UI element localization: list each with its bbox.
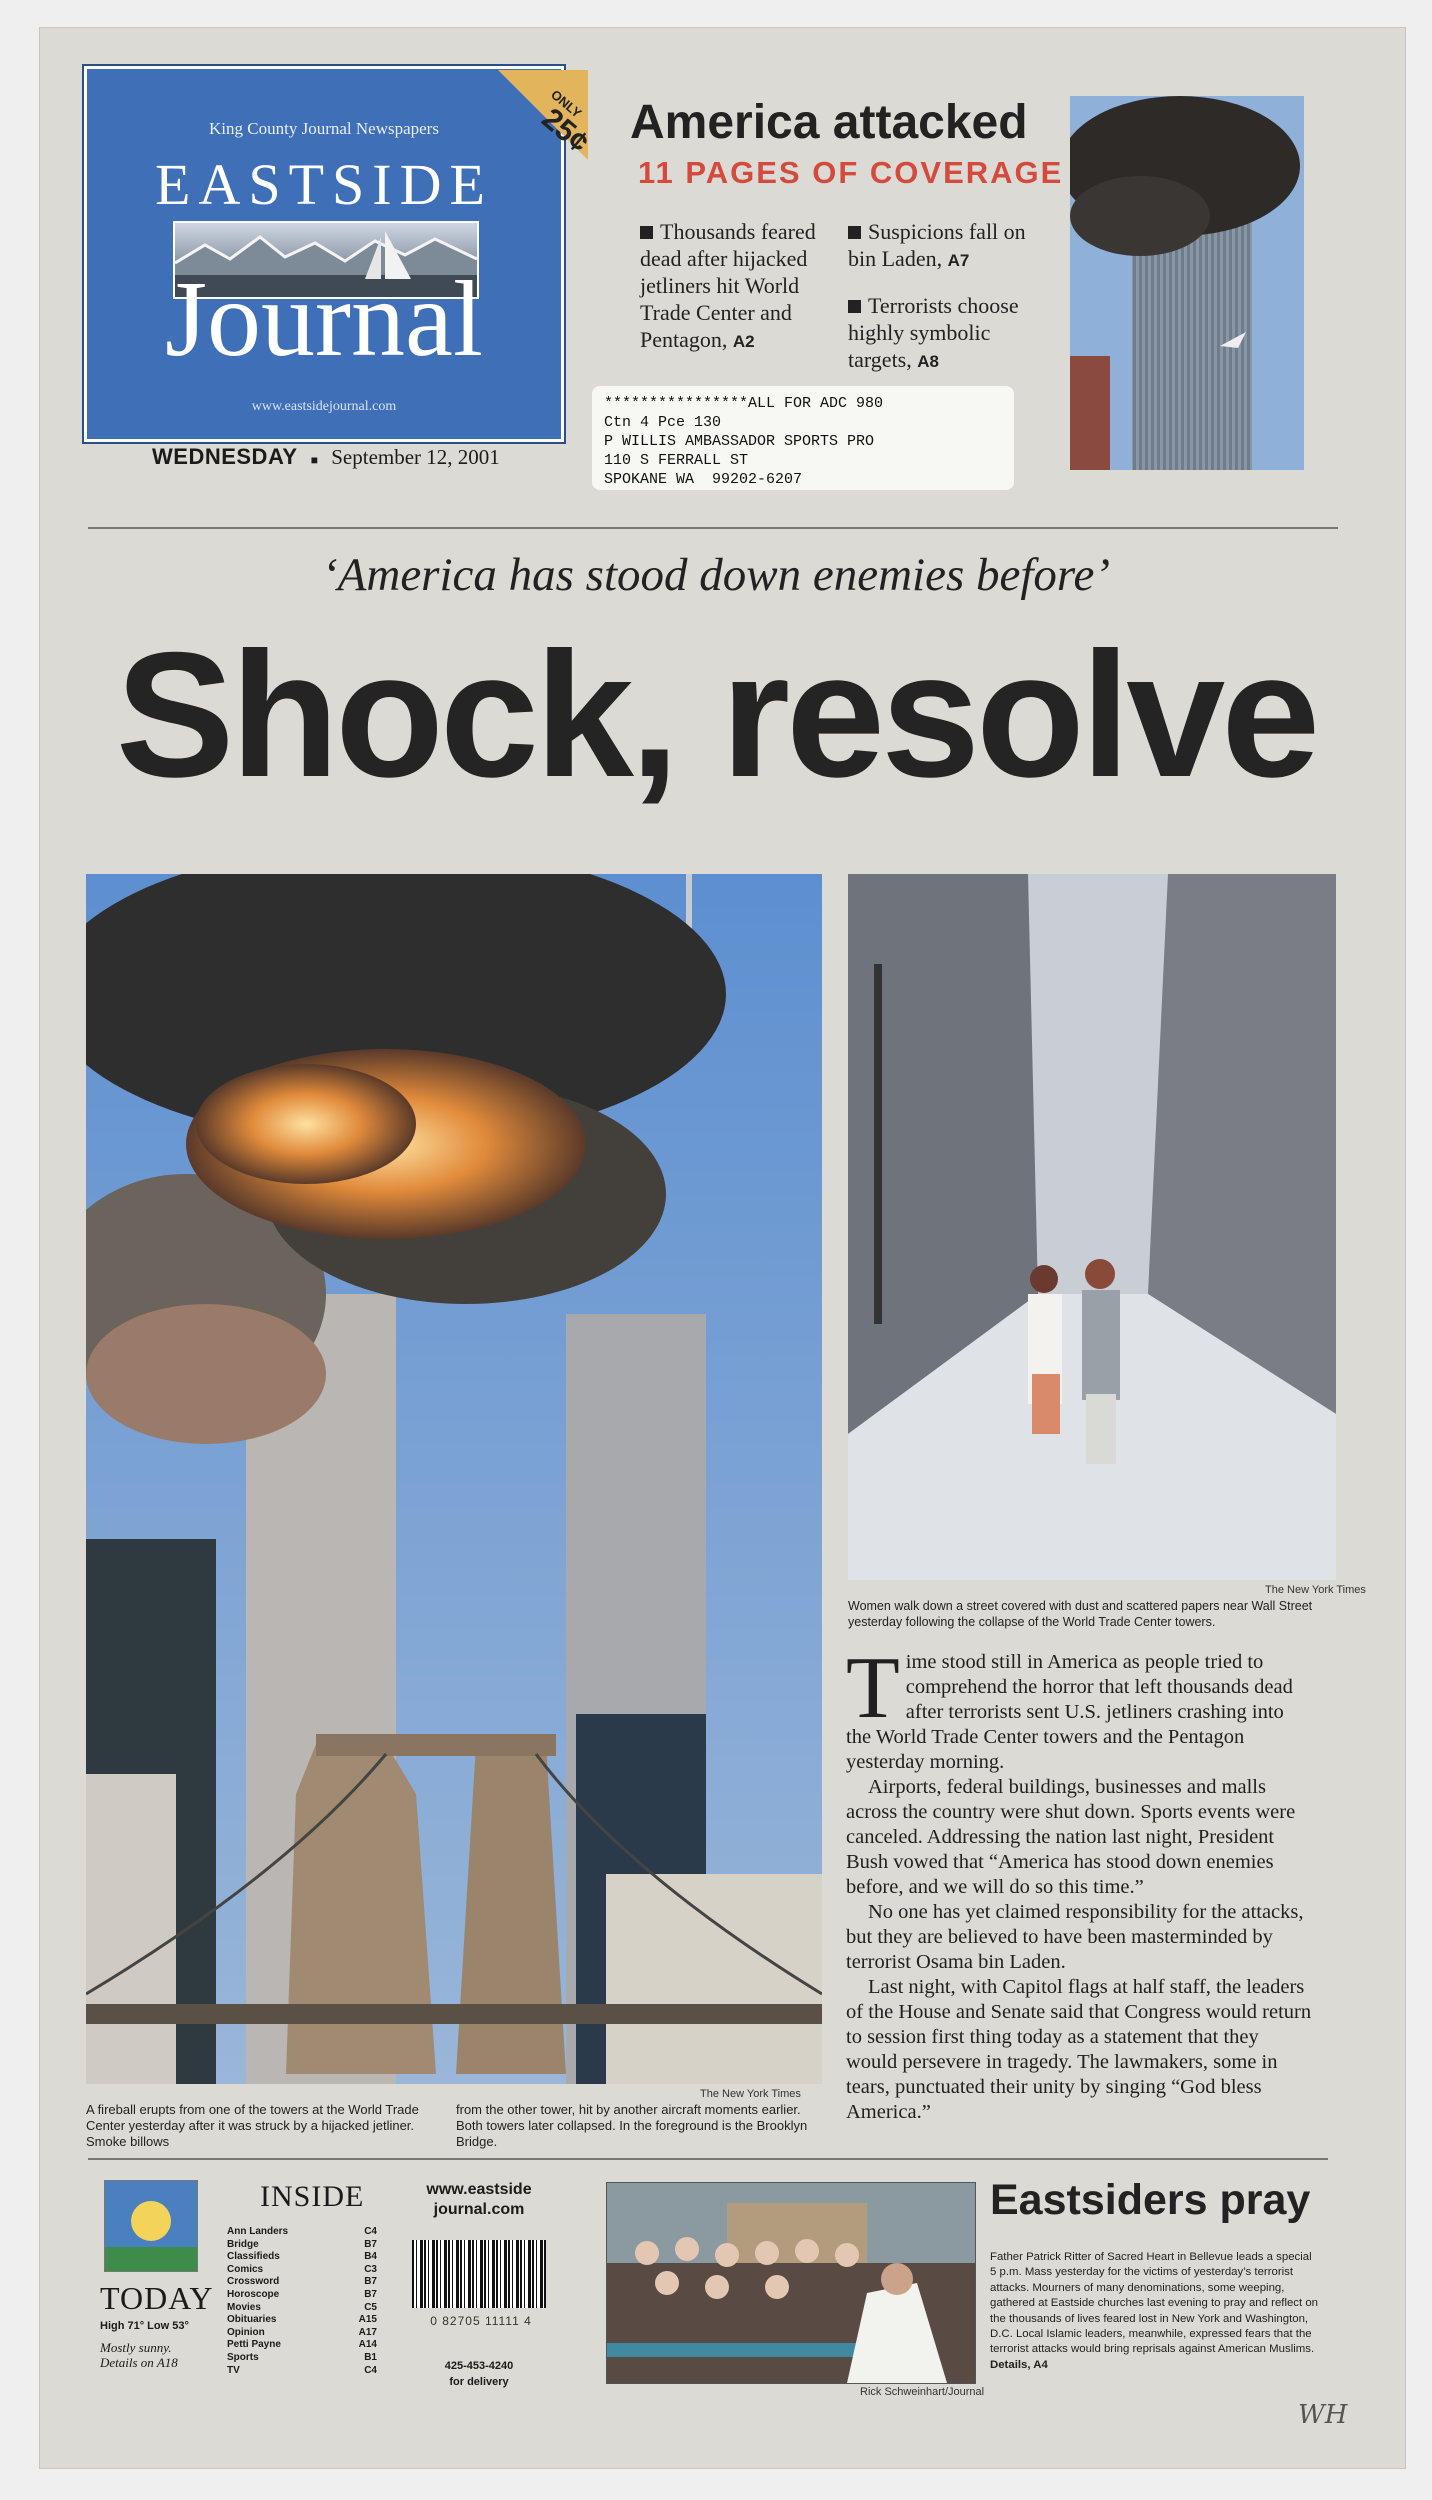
photo-credit-left: The New York Times bbox=[700, 2088, 801, 2100]
pray-details: Details, A4 bbox=[990, 2358, 1048, 2371]
delivery-phone bbox=[414, 2358, 544, 2390]
label-line: 110 S FERRALL ST bbox=[604, 452, 749, 469]
teaser-bullet-page: A8 bbox=[917, 352, 939, 371]
weather-details: Details on A18 bbox=[100, 2355, 178, 2370]
article-paragraph: Last night, with Capitol flags at half staff, the leaders of the House and Senate said that Congress would return to session first thing today as a statement that they would persevere in tragedy. The lawmakers, some in tears, punctuated their unity by singing “God bless America.” bbox=[846, 1976, 1312, 2123]
weather-desc bbox=[100, 2340, 220, 2370]
bullet-square-icon bbox=[848, 226, 861, 239]
index-item: TV C4 bbox=[227, 2364, 377, 2376]
website-promo: www.eastside journal.com bbox=[426, 2181, 532, 2218]
kicker: ‘America has stood down enemies before’ bbox=[322, 549, 1110, 601]
price-only: ONLY bbox=[548, 86, 585, 121]
dateline-square-icon: ■ bbox=[310, 453, 318, 467]
headline: Shock, resolve bbox=[115, 615, 1317, 814]
caption-right: Women walk down a street covered with dust and scattered papers near Wall Street yesterday following the collapse of the World Trade Center towers. bbox=[848, 1599, 1313, 1629]
index-item: Movies C5 bbox=[227, 2301, 377, 2313]
label-line: SPOKANE WA 99202-6207 bbox=[604, 471, 803, 488]
teaser-title: America attacked bbox=[630, 96, 1028, 149]
teaser-bullet-text: Terrorists choose highly symbolic targets, bbox=[848, 293, 1019, 372]
barcode-digits: 0 82705 11111 4 bbox=[430, 2314, 532, 2328]
phone-note: for delivery bbox=[449, 2376, 509, 2388]
dateline-day: WEDNESDAY bbox=[152, 444, 298, 469]
bullet-square-icon bbox=[640, 226, 653, 239]
index-item: Opinion A17 bbox=[227, 2326, 377, 2338]
teaser-bullet-text: Suspicions fall on bin Laden, bbox=[848, 219, 1026, 271]
divider bbox=[88, 527, 1338, 529]
inside-title: INSIDE bbox=[260, 2180, 365, 2213]
article-paragraph: No one has yet claimed responsibility for the attacks, but they are believed to have been masterminded by terrorist Osama bin Laden. bbox=[846, 1901, 1304, 1973]
label-line: Ctn 4 Pce 130 bbox=[604, 414, 722, 431]
teaser-bullet-page: A7 bbox=[947, 251, 970, 270]
weather-title: TODAY bbox=[100, 2280, 214, 2316]
inside-index bbox=[227, 2226, 377, 2377]
teaser-bullet-right-2 bbox=[848, 292, 1048, 375]
index-item: Crossword B7 bbox=[227, 2276, 377, 2288]
index-item: Ann Landers C4 bbox=[227, 2226, 377, 2237]
article-body bbox=[846, 1640, 1312, 2125]
barcode bbox=[412, 2240, 546, 2308]
main-photo-fireball bbox=[86, 874, 822, 2084]
caption-left-b: from the other tower, hit by another aircraft moments earlier. Both towers later collapsed. In the foreground is the Brooklyn Bridge. bbox=[456, 2102, 808, 2149]
index-item: Comics C3 bbox=[227, 2263, 377, 2275]
photo-women-street bbox=[848, 874, 1336, 1580]
bullet-square-icon bbox=[848, 300, 861, 313]
drop-cap: T bbox=[846, 1640, 900, 1737]
photo-credit-right: The New York Times bbox=[1265, 1584, 1366, 1596]
teaser-bullet-page: A2 bbox=[732, 332, 755, 351]
index-item: Obituaries A15 bbox=[227, 2314, 377, 2326]
teaser-bullet-text: Thousands feared dead after hijacked jetliners hit World Trade Center and Pentagon, bbox=[640, 219, 816, 352]
index-item: Petti Payne A14 bbox=[227, 2339, 377, 2351]
mailing-label bbox=[592, 386, 1014, 490]
pray-text bbox=[990, 2250, 1320, 2373]
phone-number: 425-453-4240 bbox=[444, 2360, 514, 2372]
handwritten-initials: WH bbox=[1298, 2400, 1348, 2430]
article-paragraph: ime stood still in America as people tried to comprehend the horror that left thousands dead after terrorists sent U.S. jetliners crashing into the World Trade Center towers and the Pentagon yesterday morning. bbox=[846, 1651, 1293, 1773]
pray-photo bbox=[606, 2182, 976, 2384]
teaser-photo-tower bbox=[1070, 96, 1304, 470]
weather-temps: High 71° Low 53° bbox=[100, 2320, 189, 2332]
pray-photo-credit: Rick Schweinhart/Journal bbox=[860, 2386, 985, 2398]
index-item: Sports B1 bbox=[227, 2351, 377, 2363]
masthead-eastside: EASTSIDE bbox=[155, 152, 493, 217]
article-paragraph: Airports, federal buildings, businesses and malls across the country were shut down. Sports events were canceled. Addressing the nation last night, President Bush vowed that “America has stood down enemies before, and we will do so this time.” bbox=[846, 1776, 1296, 1898]
label-line: ****************ALL FOR ADC 980 bbox=[604, 395, 884, 412]
weather-desc-text: Mostly sunny. bbox=[100, 2340, 172, 2355]
caption-left-a: A fireball erupts from one of the towers at the World Trade Center yesterday after it was struck by a hijacked jetliner. Smoke billows bbox=[86, 2102, 419, 2149]
index-item: Classifieds B4 bbox=[227, 2251, 377, 2263]
divider bbox=[88, 2158, 1328, 2160]
index-item: Horoscope B7 bbox=[227, 2288, 377, 2300]
price-badge bbox=[478, 70, 588, 180]
publisher-line: King County Journal Newspapers bbox=[209, 119, 439, 138]
teaser-subtitle: 11 PAGES OF COVERAGE bbox=[638, 155, 1064, 190]
pray-headline: Eastsiders pray bbox=[990, 2176, 1311, 2224]
pray-body: Father Patrick Ritter of Sacred Heart in Bellevue leads a special 5 p.m. Mass yesterday for the victims of yesterday’s terrorist attacks. Mourners of many denominations, some weeping, gathered at Eastside churches last evening to pray and reflect on the thousands of lives feared lost in New York and Washington, D.C. Local Islamic leaders, meanwhile, expressed fears that the terrorist attacks would bring reprisals against American Muslims. bbox=[990, 2251, 1318, 2356]
weather-sun-icon bbox=[104, 2180, 198, 2272]
teaser-bullet-right-1 bbox=[848, 218, 1048, 274]
price-value: 25¢ bbox=[535, 102, 588, 160]
masthead-journal: Journal bbox=[165, 260, 483, 379]
teaser-bullet-left bbox=[640, 218, 830, 355]
label-line: P WILLIS AMBASSADOR SPORTS PRO bbox=[604, 433, 875, 450]
masthead-url: www.eastsidejournal.com bbox=[251, 399, 397, 414]
dateline-date: September 12, 2001 bbox=[331, 445, 500, 469]
dateline bbox=[152, 444, 500, 470]
index-item: Bridge B7 bbox=[227, 2238, 377, 2250]
